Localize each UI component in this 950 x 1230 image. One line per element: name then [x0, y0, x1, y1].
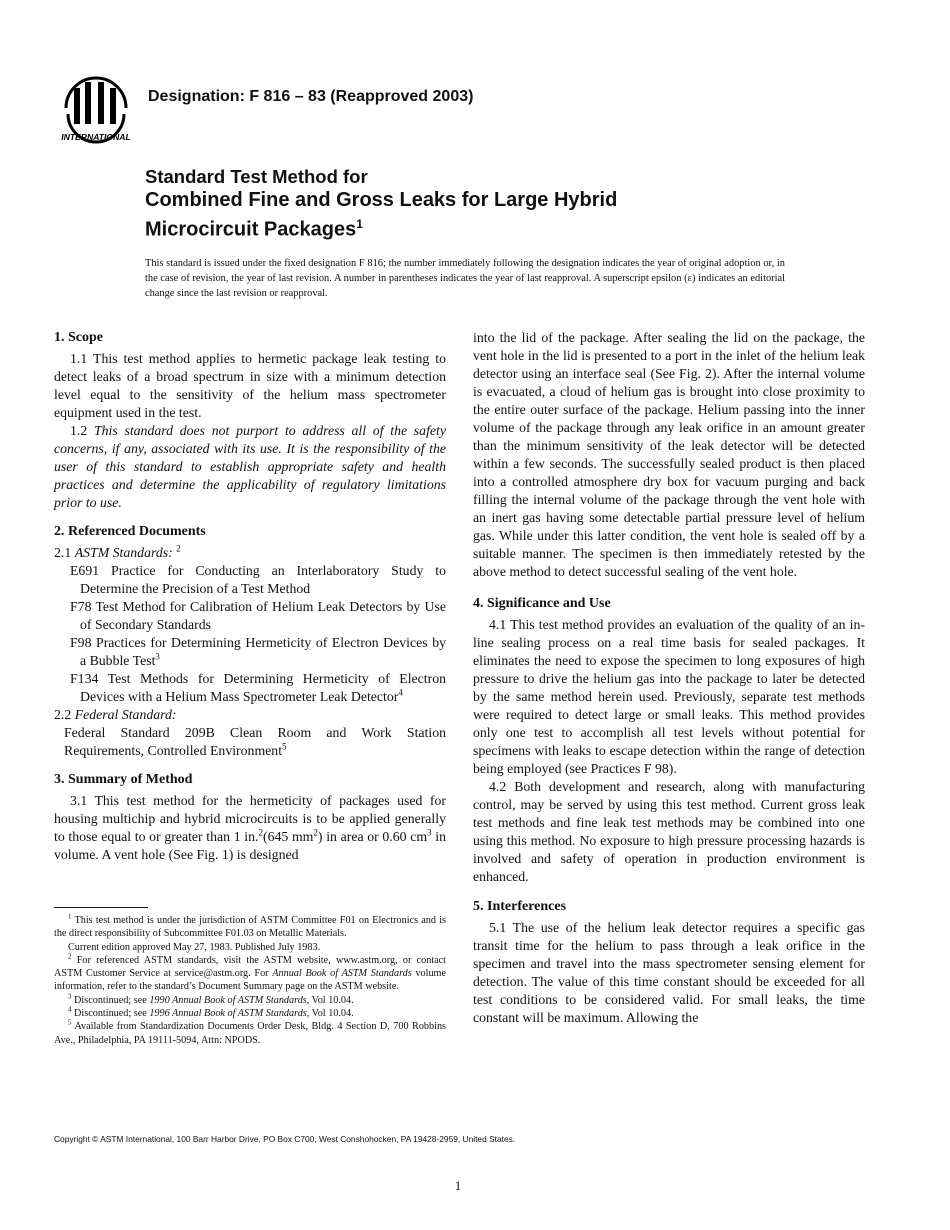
- paragraph-3-1-sup-1: 2: [258, 827, 263, 838]
- footnote-3-text-a: Discontinued; see: [74, 994, 150, 1006]
- footnotes: [54, 914, 446, 1047]
- footnote-4-mark: 4: [68, 1005, 72, 1014]
- reference-f134: [54, 670, 446, 706]
- footnote-3-text-b: , Vol 10.04.: [306, 994, 354, 1006]
- footnote-separator: [54, 907, 148, 908]
- footnote-2: [54, 954, 446, 994]
- title-footnote-mark: 1: [356, 217, 363, 231]
- right-column: [473, 329, 865, 1027]
- paragraph-3-1-continued: into the lid of the package. After sealing the lid on the package, the vent hole in the lid is presented to a port in the inlet of the helium leak detector using an interface seal (See Fig. 2). After the internal volume is evacuated, a cloud of helium gas is brought into close proximity to the entire outer surface of the package. Helium passing into the inner volume of the package through any leak orifice in an amount greater than the minimum sensitivity of the leak detector will be detected within a few seconds. The successfully sealed product is then placed into a controlled atmosphere dry box for vacuum purging and back filling the internal volume of the package through the vent hole with an inert gas having some detectable partial pressure level of helium gas. While under this latter condition, the vent hole is sealed off by a suitable manner. The specimen is then immediately retested by the above method to detect successful sealing of the vent hole.: [473, 330, 865, 579]
- paragraph-1-2-text: This standard does not purport to address all of the safety concerns, if any, associated with its use. It is the responsibility of the user of this standard to establish appropriate safety and health practices and determine the applicability of regulatory limitations prior to use.: [54, 423, 446, 510]
- footnote-2-mark: 2: [68, 952, 72, 961]
- paragraph-3-1: [54, 792, 446, 864]
- paragraph-1-1: 1.1 This test method applies to hermetic package leak testing to detect leaks of a broad spectrum in size with a minimum detection level equal to the sensitivity of the helium mass spectrometer equipment used in the test.: [54, 351, 446, 420]
- title-line-1: Standard Test Method for: [145, 166, 368, 187]
- footnote-4-book-title: 1996 Annual Book of ASTM Standards: [149, 1008, 307, 1020]
- footnote-4: [54, 1007, 446, 1020]
- paragraph-5-1: 5.1 The use of the helium leak detector requires a specific gas transit time for the helium to pass through a leak orifice in the specimen and travel into the mass spectrometer sensing element for detection. The value of this time constant should be exceeded for all test conditions to be considered valid. For small leaks, the time constant will be maximum. Allowing the: [473, 920, 865, 1025]
- paragraph-1-2-number: 1.2: [70, 423, 88, 438]
- federal-standard-label: Federal Standard:: [74, 707, 177, 722]
- footnote-1-edition: Current edition approved May 27, 1983. Published July 1983.: [68, 941, 321, 953]
- reference-f98-footnote-mark: 3: [155, 651, 160, 662]
- reference-e691: E691 Practice for Conducting an Interlaboratory Study to Determine the Precision of a Test Method: [70, 563, 446, 596]
- issuance-statement: This standard is issued under the fixed designation F 816; the number immediately following the designation indicates the year of original adoption or, in the case of revision, the year of last revision. A number in parentheses indicates the year of last reapproval. A superscript epsilon (ε) indicates an editorial change since the last revision or reapproval.: [145, 258, 785, 299]
- astm-standards-number: 2.1: [54, 545, 72, 560]
- designation: Designation: F 816 – 83 (Reapproved 2003): [148, 88, 474, 105]
- reference-f78: F78 Test Method for Calibration of Helium Leak Detectors by Use of Secondary Standards: [70, 599, 446, 632]
- section-heading-scope: 1. Scope: [54, 330, 103, 345]
- section-heading-referenced-documents: 2. Referenced Documents: [54, 524, 206, 539]
- reference-f134-footnote-mark: 4: [398, 687, 403, 698]
- paragraph-3-1-part-b: (645 mm: [262, 829, 314, 844]
- paragraph-3-1-sup-3: 3: [427, 827, 432, 838]
- paragraph-4-1: 4.1 This test method provides an evaluation of the quality of an in-line sealing process on a real time basis for sealed packages. It eliminates the need to expose the specimen to long exposures of high pressure to drive the helium gas into the package to later be detected by the same method herein used. Previously, separate test methods were required to detect large or small leaks. This method provides only one test to accomplish all test levels without potential for specimens with leaks to escape detection within the range of detection being employed (see Practices F 98).: [473, 617, 865, 776]
- reference-f98-text: F98 Practices for Determining Hermeticity of Electron Devices by a Bubble Test: [70, 635, 446, 668]
- federal-standard-number: 2.2: [54, 707, 72, 722]
- footnote-3: [54, 994, 446, 1007]
- document-title: [145, 166, 845, 242]
- footnote-5-text: Available from Standardization Documents Order Desk, Bldg. 4 Section D, 700 Robbins Ave., Philadelphia, PA 19111-5094, Attn: NPODS.: [54, 1021, 447, 1046]
- footnote-5-mark: 5: [68, 1018, 72, 1027]
- paragraph-1-2: [54, 422, 446, 512]
- astm-standards-heading: [54, 544, 446, 562]
- title-line-2: Combined Fine and Gross Leaks for Large Hybrid: [145, 189, 618, 211]
- footnote-4-text-b: , Vol 10.04.: [306, 1008, 354, 1020]
- federal-standard-heading: [54, 706, 446, 724]
- footnote-1-text: This test method is under the jurisdiction of ASTM Committee F01 on Electronics and is the direct responsibility of Subcommittee F01.03 on Metallic Materials.: [54, 915, 446, 940]
- footnote-2-book-title: Annual Book of ASTM Standards: [272, 968, 412, 980]
- astm-standards-footnote-mark: 2: [176, 543, 181, 554]
- left-column: [54, 329, 446, 864]
- reference-f98: [54, 634, 446, 670]
- paragraph-3-1-part-a: 3.1 This test method for the hermeticity of packages used for housing multichip and hybrid microcircuits is to be applied generally to those equal to or greater than 1 in.: [54, 793, 446, 844]
- footnote-4-text-a: Discontinued; see: [74, 1008, 150, 1020]
- footnote-3-mark: 3: [68, 992, 72, 1001]
- section-heading-summary: 3. Summary of Method: [54, 772, 193, 787]
- page-number: 1: [454, 1178, 462, 1193]
- footnote-1-mark: 1: [68, 912, 72, 921]
- paragraph-3-1-part-c: ) in area or 0.60 cm: [317, 829, 428, 844]
- reference-fed-209b-text: Federal Standard 209B Clean Room and Work Station Requirements, Controlled Environment: [64, 725, 446, 758]
- astm-logo: [54, 70, 138, 144]
- footnote-1: [54, 914, 446, 941]
- footnote-2-text-b: volume information, refer to the standard’s Document Summary page on the ASTM website.: [54, 968, 447, 993]
- copyright-notice: Copyright © ASTM International, 100 Barr Harbor Drive, PO Box C700, West Conshohocken, PA 19428-2959, United States.: [54, 1134, 516, 1144]
- reference-f134-text: F134 Test Methods for Determining Hermeticity of Electron Devices with a Helium Mass Spectrometer Leak Detector: [70, 671, 446, 704]
- section-heading-significance: 4. Significance and Use: [473, 596, 611, 611]
- reference-fed-209b-footnote-mark: 5: [282, 741, 287, 752]
- footnote-5: [54, 1020, 446, 1047]
- title-line-3: [145, 212, 845, 242]
- astm-standards-label: ASTM Standards:: [74, 545, 173, 560]
- footnote-3-book-title: 1990 Annual Book of ASTM Standards: [149, 994, 307, 1006]
- reference-fed-209b: [54, 724, 446, 760]
- paragraph-3-1-part-d: in volume. A vent hole (See Fig. 1) is designed: [54, 829, 447, 862]
- logo-subtitle: INTERNATIONAL: [61, 132, 131, 142]
- title-line-3-text: Microcircuit Packages: [145, 218, 357, 241]
- section-heading-interferences: 5. Interferences: [473, 899, 567, 914]
- paragraph-4-2: 4.2 Both development and research, along with manufacturing control, may be served by using this test method. Current gross leak test methods and fine leak test methods may be combined into one using this method. No exposure to high pressure processing hazards is involved and safety of operation in production environment is enhanced.: [473, 779, 865, 884]
- footnote-2-text-a: For referenced ASTM standards, visit the ASTM website, www.astm.org, or contact ASTM Customer Service at service@astm.org. For: [54, 954, 447, 980]
- paragraph-3-1-sup-2: 2: [313, 827, 318, 838]
